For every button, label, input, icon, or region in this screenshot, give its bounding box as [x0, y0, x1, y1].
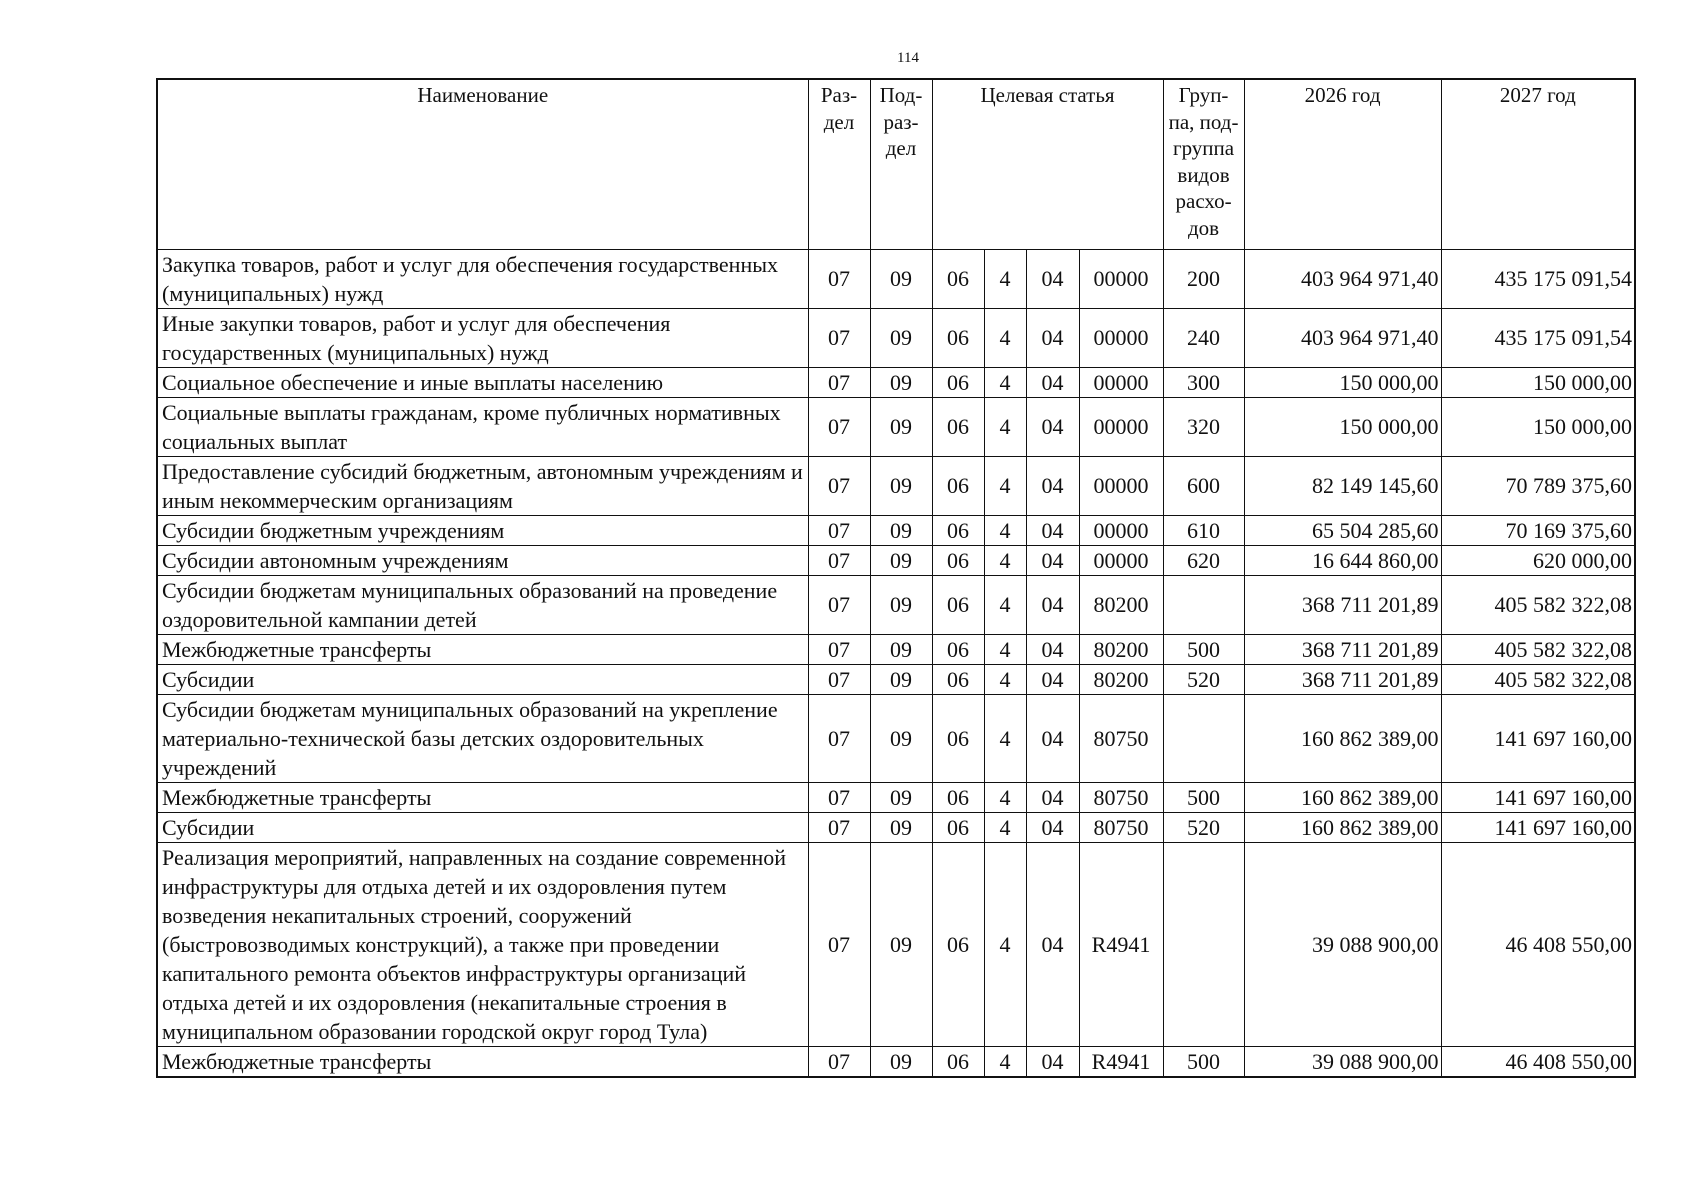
target-type-cell: 4 [984, 367, 1026, 397]
header-name: Наименование [157, 79, 808, 249]
podrazdel-cell: 09 [870, 1046, 932, 1077]
target-program-cell: 06 [932, 812, 984, 842]
target-program-cell: 06 [932, 842, 984, 1046]
target-type-cell: 4 [984, 842, 1026, 1046]
razdel-cell: 07 [808, 694, 870, 782]
table-row [157, 694, 1635, 782]
amount-2027-cell: 150 000,00 [1441, 367, 1635, 397]
target-direction-cell: 80200 [1079, 575, 1163, 634]
expense-group-cell: 500 [1163, 634, 1244, 664]
amount-2027-cell: 150 000,00 [1441, 397, 1635, 456]
podrazdel-cell: 09 [870, 545, 932, 575]
table-row [157, 634, 1635, 664]
target-subprogram-cell: 04 [1026, 545, 1079, 575]
expense-group-cell: 500 [1163, 1046, 1244, 1077]
table-row [157, 812, 1635, 842]
target-program-cell: 06 [932, 694, 984, 782]
amount-2027-cell: 405 582 322,08 [1441, 634, 1635, 664]
amount-2027-cell: 70 789 375,60 [1441, 456, 1635, 515]
amount-2026-cell: 160 862 389,00 [1244, 782, 1441, 812]
expense-group-cell: 300 [1163, 367, 1244, 397]
table-row [157, 842, 1635, 1046]
amount-2027-cell: 141 697 160,00 [1441, 782, 1635, 812]
amount-2026-cell: 65 504 285,60 [1244, 515, 1441, 545]
target-direction-cell: 00000 [1079, 249, 1163, 308]
target-direction-cell: 80200 [1079, 634, 1163, 664]
name-cell: Субсидии бюджетным учреждениям [157, 515, 808, 545]
podrazdel-cell: 09 [870, 515, 932, 545]
target-subprogram-cell: 04 [1026, 456, 1079, 515]
target-direction-cell: 80750 [1079, 694, 1163, 782]
expense-group-cell: 620 [1163, 545, 1244, 575]
razdel-cell: 07 [808, 456, 870, 515]
expense-group-cell: 200 [1163, 249, 1244, 308]
target-subprogram-cell: 04 [1026, 694, 1079, 782]
razdel-cell: 07 [808, 397, 870, 456]
target-type-cell: 4 [984, 249, 1026, 308]
target-type-cell: 4 [984, 397, 1026, 456]
amount-2027-cell: 405 582 322,08 [1441, 664, 1635, 694]
name-cell: Закупка товаров, работ и услуг для обеспечения государственных (муниципальных) нужд [157, 249, 808, 308]
target-program-cell: 06 [932, 397, 984, 456]
amount-2027-cell: 46 408 550,00 [1441, 842, 1635, 1046]
target-direction-cell: 00000 [1079, 456, 1163, 515]
table-row [157, 249, 1635, 308]
target-type-cell: 4 [984, 782, 1026, 812]
target-subprogram-cell: 04 [1026, 842, 1079, 1046]
podrazdel-cell: 09 [870, 664, 932, 694]
target-type-cell: 4 [984, 694, 1026, 782]
razdel-cell: 07 [808, 249, 870, 308]
amount-2026-cell: 150 000,00 [1244, 397, 1441, 456]
podrazdel-cell: 09 [870, 575, 932, 634]
target-direction-cell: 00000 [1079, 515, 1163, 545]
target-program-cell: 06 [932, 515, 984, 545]
expense-group-cell [1163, 694, 1244, 782]
table-row [157, 545, 1635, 575]
target-subprogram-cell: 04 [1026, 664, 1079, 694]
amount-2026-cell: 150 000,00 [1244, 367, 1441, 397]
amount-2026-cell: 160 862 389,00 [1244, 694, 1441, 782]
expense-group-cell: 520 [1163, 664, 1244, 694]
name-cell: Социальные выплаты гражданам, кроме публичных нормативных социальных выплат [157, 397, 808, 456]
amount-2027-cell: 435 175 091,54 [1441, 308, 1635, 367]
name-cell: Межбюджетные трансферты [157, 1046, 808, 1077]
amount-2026-cell: 160 862 389,00 [1244, 812, 1441, 842]
amount-2027-cell: 46 408 550,00 [1441, 1046, 1635, 1077]
target-program-cell: 06 [932, 782, 984, 812]
header-razdel: Раз- дел [808, 79, 870, 249]
name-cell: Субсидии бюджетам муниципальных образований на проведение оздоровительной кампании детей [157, 575, 808, 634]
budget-table [156, 78, 1636, 1078]
target-type-cell: 4 [984, 515, 1026, 545]
razdel-cell: 07 [808, 1046, 870, 1077]
target-direction-cell: 00000 [1079, 308, 1163, 367]
table-row [157, 575, 1635, 634]
target-subprogram-cell: 04 [1026, 397, 1079, 456]
podrazdel-cell: 09 [870, 782, 932, 812]
table-row [157, 456, 1635, 515]
target-type-cell: 4 [984, 545, 1026, 575]
header-year-2026: 2026 год [1244, 79, 1441, 249]
target-program-cell: 06 [932, 308, 984, 367]
table-row [157, 397, 1635, 456]
razdel-cell: 07 [808, 634, 870, 664]
podrazdel-cell: 09 [870, 842, 932, 1046]
target-direction-cell: 80750 [1079, 782, 1163, 812]
expense-group-cell: 240 [1163, 308, 1244, 367]
target-type-cell: 4 [984, 812, 1026, 842]
name-cell: Субсидии [157, 812, 808, 842]
target-program-cell: 06 [932, 1046, 984, 1077]
razdel-cell: 07 [808, 782, 870, 812]
amount-2026-cell: 16 644 860,00 [1244, 545, 1441, 575]
header-podrazdel: Под- раз- дел [870, 79, 932, 249]
amount-2026-cell: 368 711 201,89 [1244, 634, 1441, 664]
amount-2027-cell: 141 697 160,00 [1441, 694, 1635, 782]
table-row [157, 782, 1635, 812]
target-program-cell: 06 [932, 634, 984, 664]
target-subprogram-cell: 04 [1026, 367, 1079, 397]
amount-2027-cell: 435 175 091,54 [1441, 249, 1635, 308]
target-type-cell: 4 [984, 575, 1026, 634]
header-target-article: Целевая статья [932, 79, 1163, 249]
podrazdel-cell: 09 [870, 308, 932, 367]
expense-group-cell: 520 [1163, 812, 1244, 842]
amount-2026-cell: 39 088 900,00 [1244, 1046, 1441, 1077]
podrazdel-cell: 09 [870, 456, 932, 515]
target-program-cell: 06 [932, 545, 984, 575]
name-cell: Межбюджетные трансферты [157, 634, 808, 664]
target-direction-cell: R4941 [1079, 842, 1163, 1046]
expense-group-cell [1163, 575, 1244, 634]
amount-2026-cell: 368 711 201,89 [1244, 664, 1441, 694]
page-number: 114 [897, 50, 919, 66]
target-subprogram-cell: 04 [1026, 249, 1079, 308]
target-direction-cell: 00000 [1079, 545, 1163, 575]
target-subprogram-cell: 04 [1026, 1046, 1079, 1077]
expense-group-cell: 320 [1163, 397, 1244, 456]
amount-2027-cell: 141 697 160,00 [1441, 812, 1635, 842]
name-cell: Предоставление субсидий бюджетным, автономным учреждениям и иным некоммерческим организациям [157, 456, 808, 515]
target-subprogram-cell: 04 [1026, 308, 1079, 367]
target-direction-cell: R4941 [1079, 1046, 1163, 1077]
expense-group-cell [1163, 842, 1244, 1046]
target-type-cell: 4 [984, 456, 1026, 515]
amount-2026-cell: 403 964 971,40 [1244, 249, 1441, 308]
table-row [157, 515, 1635, 545]
podrazdel-cell: 09 [870, 249, 932, 308]
amount-2027-cell: 70 169 375,60 [1441, 515, 1635, 545]
amount-2026-cell: 82 149 145,60 [1244, 456, 1441, 515]
razdel-cell: 07 [808, 842, 870, 1046]
expense-group-cell: 500 [1163, 782, 1244, 812]
target-program-cell: 06 [932, 664, 984, 694]
podrazdel-cell: 09 [870, 812, 932, 842]
razdel-cell: 07 [808, 545, 870, 575]
target-program-cell: 06 [932, 575, 984, 634]
razdel-cell: 07 [808, 367, 870, 397]
name-cell: Межбюджетные трансферты [157, 782, 808, 812]
razdel-cell: 07 [808, 515, 870, 545]
target-subprogram-cell: 04 [1026, 782, 1079, 812]
razdel-cell: 07 [808, 308, 870, 367]
podrazdel-cell: 09 [870, 694, 932, 782]
table-row [157, 367, 1635, 397]
target-subprogram-cell: 04 [1026, 515, 1079, 545]
header-year-2027: 2027 год [1441, 79, 1635, 249]
name-cell: Субсидии [157, 664, 808, 694]
target-direction-cell: 00000 [1079, 367, 1163, 397]
target-subprogram-cell: 04 [1026, 812, 1079, 842]
target-subprogram-cell: 04 [1026, 575, 1079, 634]
name-cell: Иные закупки товаров, работ и услуг для обеспечения государственных (муниципальных) нужд [157, 308, 808, 367]
target-type-cell: 4 [984, 1046, 1026, 1077]
expense-group-cell: 600 [1163, 456, 1244, 515]
amount-2026-cell: 39 088 900,00 [1244, 842, 1441, 1046]
table-header-row [157, 79, 1635, 249]
name-cell: Субсидии автономным учреждениям [157, 545, 808, 575]
podrazdel-cell: 09 [870, 634, 932, 664]
razdel-cell: 07 [808, 812, 870, 842]
header-expense-group: Груп- па, под- группа видов расхо- дов [1163, 79, 1244, 249]
target-type-cell: 4 [984, 308, 1026, 367]
target-type-cell: 4 [984, 664, 1026, 694]
target-program-cell: 06 [932, 367, 984, 397]
expense-group-cell: 610 [1163, 515, 1244, 545]
target-type-cell: 4 [984, 634, 1026, 664]
target-direction-cell: 80200 [1079, 664, 1163, 694]
podrazdel-cell: 09 [870, 397, 932, 456]
podrazdel-cell: 09 [870, 367, 932, 397]
amount-2026-cell: 403 964 971,40 [1244, 308, 1441, 367]
target-direction-cell: 00000 [1079, 397, 1163, 456]
amount-2027-cell: 620 000,00 [1441, 545, 1635, 575]
amount-2026-cell: 368 711 201,89 [1244, 575, 1441, 634]
razdel-cell: 07 [808, 664, 870, 694]
name-cell: Субсидии бюджетам муниципальных образований на укрепление материально-технической базы детских оздоровительных учреждений [157, 694, 808, 782]
target-direction-cell: 80750 [1079, 812, 1163, 842]
razdel-cell: 07 [808, 575, 870, 634]
table-row [157, 308, 1635, 367]
target-subprogram-cell: 04 [1026, 634, 1079, 664]
amount-2027-cell: 405 582 322,08 [1441, 575, 1635, 634]
target-program-cell: 06 [932, 456, 984, 515]
table-row [157, 664, 1635, 694]
name-cell: Социальное обеспечение и иные выплаты населению [157, 367, 808, 397]
name-cell: Реализация мероприятий, направленных на создание современной инфраструктуры для отдыха детей и их оздоровления путем возведения некапитальных строений, сооружений (быстровозводимых конструкций), а также при проведении капитального ремонта объектов инфраструктуры организаций отдыха детей и их оздоровления (некапитальные строения в муниципальном образовании городской округ город Тула) [157, 842, 808, 1046]
table-row [157, 1046, 1635, 1077]
target-program-cell: 06 [932, 249, 984, 308]
